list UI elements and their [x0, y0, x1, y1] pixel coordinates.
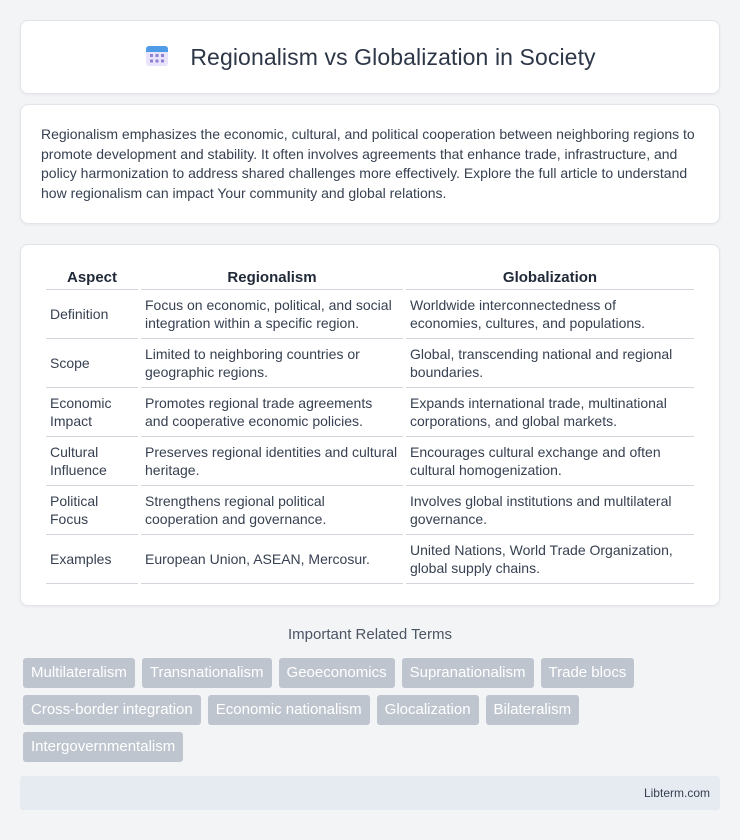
- title-wrap: [144, 42, 595, 73]
- footer-site-link[interactable]: Libterm.com: [643, 786, 710, 800]
- term-tag[interactable]: Glocalization: [377, 695, 479, 725]
- intro-text: Regionalism emphasizes the economic, cultural, and political cooperation between neighboring regions to promote development and stability. It often involves agreements that enhance trade, infrastructure, and policy harmonization to address shared challenges more effectively. Explore the full article to understand how regionalism can impact Your community and global relations.: [41, 126, 695, 201]
- table-row: [46, 339, 694, 388]
- row-aspect: Economic Impact: [46, 388, 138, 437]
- row-globalization: Worldwide interconnectedness of economies, cultures, and populations.: [406, 290, 694, 339]
- row-globalization: Global, transcending national and regional boundaries.: [406, 339, 694, 388]
- calendar-icon: [144, 42, 170, 73]
- row-regionalism: Limited to neighboring countries or geographic regions.: [141, 339, 403, 388]
- term-tag[interactable]: Geoeconomics: [279, 658, 395, 688]
- row-regionalism: Promotes regional trade agreements and cooperative economic policies.: [141, 388, 403, 437]
- related-terms-title: Important Related Terms: [288, 626, 452, 643]
- header-card: [20, 20, 720, 94]
- footer: [20, 776, 720, 810]
- row-regionalism: Focus on economic, political, and social integration within a specific region.: [141, 290, 403, 339]
- header-aspect: Aspect: [46, 265, 138, 290]
- term-tag[interactable]: Cross-border integration: [23, 695, 201, 725]
- term-tag[interactable]: Transnationalism: [142, 658, 272, 688]
- term-tag[interactable]: Multilateralism: [23, 658, 135, 688]
- related-terms-list: [23, 658, 723, 762]
- row-globalization: Expands international trade, multinational corporations, and global markets.: [406, 388, 694, 437]
- table-row: [46, 437, 694, 486]
- row-aspect: Scope: [46, 339, 138, 388]
- term-tag[interactable]: Bilateralism: [486, 695, 580, 725]
- term-tag[interactable]: Economic nationalism: [208, 695, 370, 725]
- row-regionalism: Strengthens regional political cooperation and governance.: [141, 486, 403, 535]
- table-row: [46, 290, 694, 339]
- row-regionalism: European Union, ASEAN, Mercosur.: [141, 535, 403, 584]
- header-regionalism: Regionalism: [141, 265, 403, 290]
- comparison-table: [43, 265, 697, 584]
- header-globalization: Globalization: [406, 265, 694, 290]
- comparison-card: [20, 244, 720, 606]
- row-globalization: United Nations, World Trade Organization, global supply chains.: [406, 535, 694, 584]
- table-header-row: [46, 265, 694, 290]
- page-title: Regionalism vs Globalization in Society: [190, 43, 596, 70]
- table-row: [46, 535, 694, 584]
- term-tag[interactable]: Intergovernmentalism: [23, 732, 183, 762]
- term-tag[interactable]: Trade blocs: [541, 658, 635, 688]
- row-aspect: Political Focus: [46, 486, 138, 535]
- term-tag[interactable]: Supranationalism: [402, 658, 534, 688]
- row-aspect: Examples: [46, 535, 138, 584]
- row-globalization: Involves global institutions and multilateral governance.: [406, 486, 694, 535]
- row-regionalism: Preserves regional identities and cultural heritage.: [141, 437, 403, 486]
- row-aspect: Definition: [46, 290, 138, 339]
- row-aspect: Cultural Influence: [46, 437, 138, 486]
- table-row: [46, 486, 694, 535]
- intro-card: [20, 104, 720, 224]
- table-row: [46, 388, 694, 437]
- row-globalization: Encourages cultural exchange and often cultural homogenization.: [406, 437, 694, 486]
